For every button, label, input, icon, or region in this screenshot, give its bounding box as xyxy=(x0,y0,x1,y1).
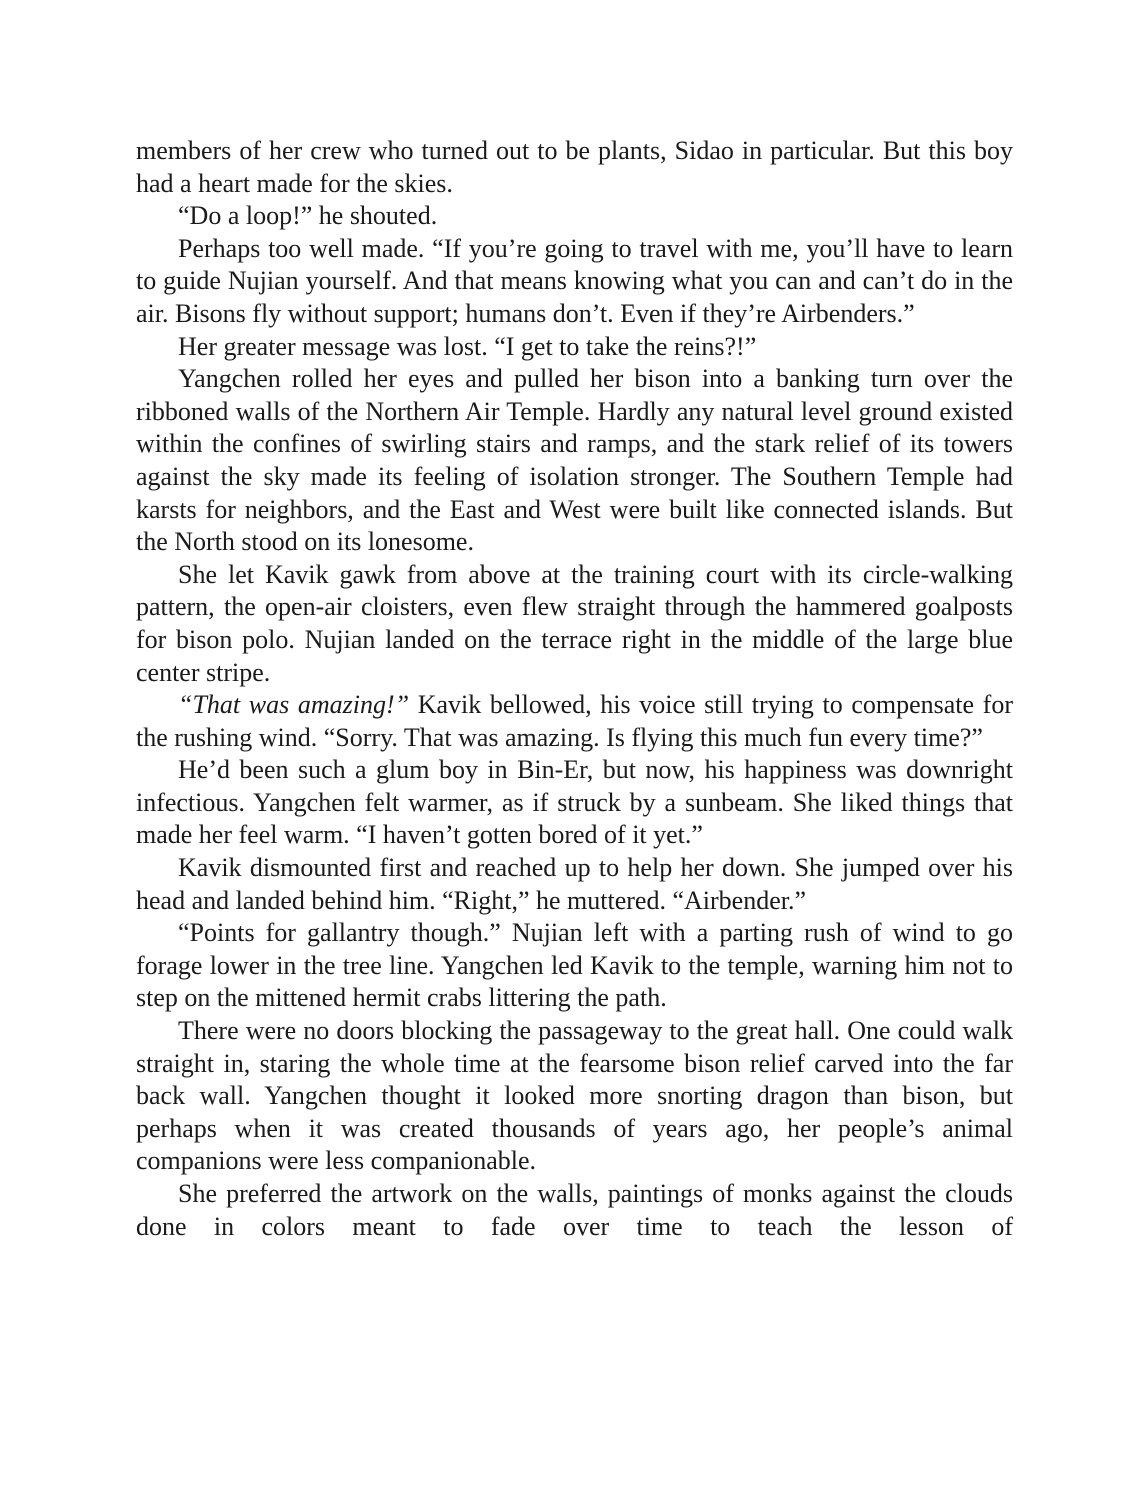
book-page xyxy=(136,135,1013,1243)
paragraph-text: “Do a loop!” he shouted. xyxy=(178,201,438,231)
italic-dialogue: “That was amazing!” xyxy=(178,690,410,720)
paragraph-7 xyxy=(136,689,1013,754)
paragraph-1 xyxy=(136,135,1013,200)
paragraph-text: Yangchen rolled her eyes and pulled her bison into a banking turn over the ribboned walls of the Northern Air Temple. Hardly any natural level ground existed within the confines of swirling stairs and ramps, and the stark relief of its towers against the sky made its feeling of isolation stronger. The Southern Temple had karsts for neighbors, and the East and West were built like connected islands. But the North stood on its lonesome. xyxy=(136,364,1013,557)
paragraph-6 xyxy=(136,559,1013,689)
paragraph-text: Kavik dismounted first and reached up to help her down. She jumped over his head and landed behind him. “Right,” he muttered. “Airbender.” xyxy=(136,853,1013,915)
paragraph-4 xyxy=(136,331,1013,364)
paragraph-text: members of her crew who turned out to be plants, Sidao in particular. But this boy had a heart made for the skies. xyxy=(136,136,1013,198)
paragraph-text: He’d been such a glum boy in Bin-Er, but now, his happiness was downright infectious. Yangchen felt warmer, as if struck by a sunbeam. She liked things that made her feel warm. “I haven’t gotten bored of it yet.” xyxy=(136,755,1013,850)
paragraph-text: She let Kavik gawk from above at the training court with its circle-walking pattern, the open-air cloisters, even flew straight through the hammered goalposts for bison polo. Nujian landed on the terrace right in the middle of the large blue center stripe. xyxy=(136,559,1013,687)
paragraph-2 xyxy=(136,200,1013,233)
paragraph-8 xyxy=(136,754,1013,852)
paragraph-9 xyxy=(136,852,1013,917)
paragraph-3 xyxy=(136,233,1013,331)
paragraph-text: Kavik bellowed, his voice still trying to compensate for the rushing wind. “Sorry. That was amazing. Is flying this much fun every time?” xyxy=(136,690,1013,752)
paragraph-10 xyxy=(136,917,1013,1015)
paragraph-text: Perhaps too well made. “If you’re going to travel with me, you’ll have to learn to guide Nujian yourself. And that means knowing what you can and can’t do in the air. Bisons fly without support; humans don’t. Even if they’re Airbenders.” xyxy=(136,233,1013,328)
paragraph-text: She preferred the artwork on the walls, paintings of monks against the clouds done in colors meant to fade over time to teach the lesson of xyxy=(136,1179,1013,1241)
paragraph-12 xyxy=(136,1178,1013,1243)
paragraph-11 xyxy=(136,1015,1013,1178)
paragraph-text: There were no doors blocking the passageway to the great hall. One could walk straight in, staring the whole time at the fearsome bison relief carved into the far back wall. Yangchen thought it looked more snorting dragon than bison, but perhaps when it was created thousands of years ago, her people’s animal companions were less companionable. xyxy=(136,1016,1013,1176)
paragraph-5 xyxy=(136,363,1013,559)
paragraph-text: Her greater message was lost. “I get to take the reins?!” xyxy=(178,331,757,361)
paragraph-text: “Points for gallantry though.” Nujian left with a parting rush of wind to go forage lower in the tree line. Yangchen led Kavik to the temple, warning him not to step on the mittened hermit crabs littering the path. xyxy=(136,918,1013,1013)
